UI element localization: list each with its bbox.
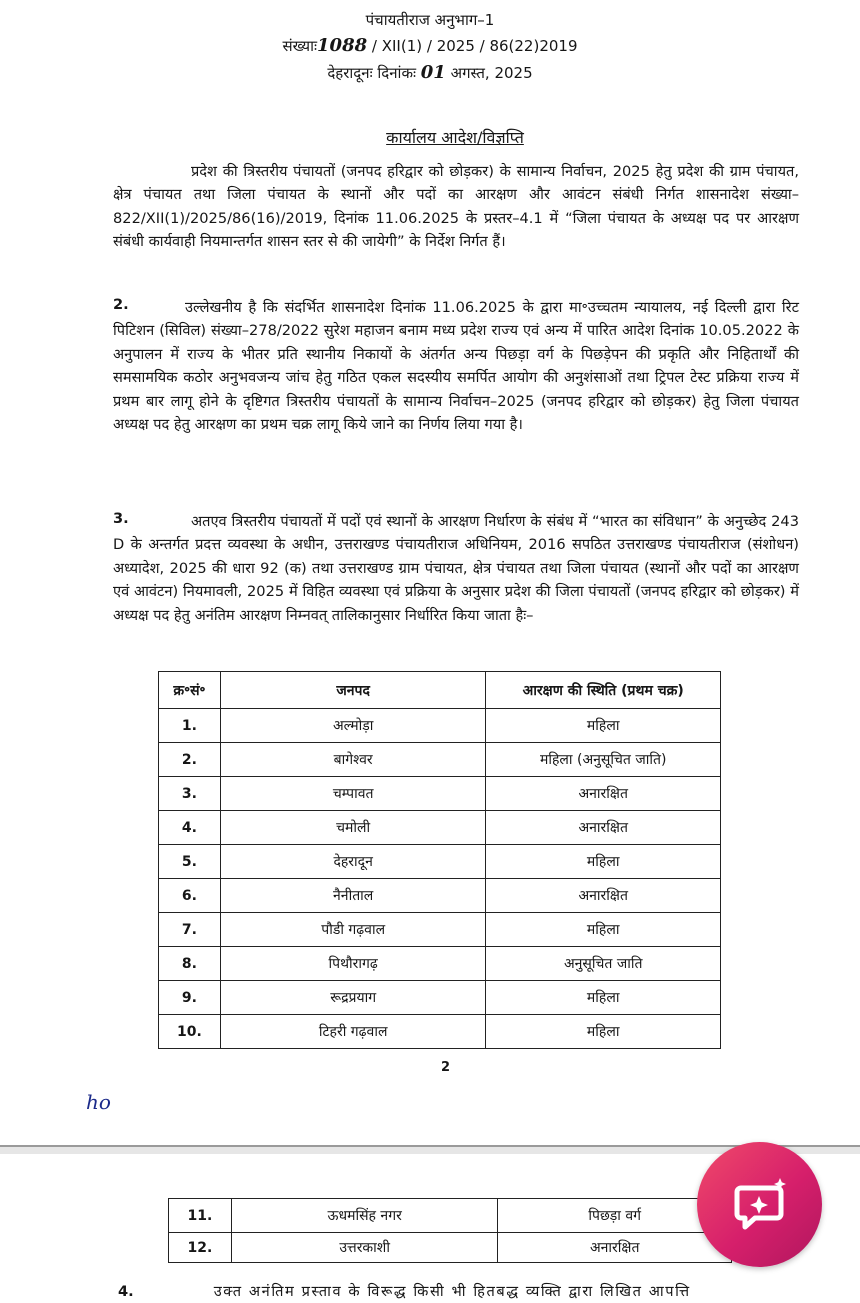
district-cell: नैनीताल <box>220 879 485 913</box>
reservation-cell: महिला (अनुसूचित जाति) <box>486 743 721 777</box>
paragraph-4-text: उक्त अनंतिम प्रस्ताव के विरूद्ध किसी भी हितबद्ध व्यक्ति द्वारा लिखित आपत्ति <box>213 1283 691 1300</box>
serial-cell: 6. <box>159 879 221 913</box>
district-cell: उत्तरकाशी <box>231 1233 498 1263</box>
district-cell: ऊधमसिंह नगर <box>231 1199 498 1233</box>
reservation-table <box>158 671 721 1049</box>
column-header-serial: क्र॰सं॰ <box>159 672 221 709</box>
serial-cell: 10. <box>159 1015 221 1049</box>
table-header-row <box>159 672 721 709</box>
serial-cell: 3. <box>159 777 221 811</box>
reservation-cell: महिला <box>486 845 721 879</box>
table-row <box>159 743 721 777</box>
district-cell: देहरादून <box>220 845 485 879</box>
district-cell: पिथौरागढ़ <box>220 947 485 981</box>
serial-cell: 12. <box>169 1233 232 1263</box>
order-title: कार्यालय आदेश/विज्ञप्ति <box>386 128 524 147</box>
serial-cell: 2. <box>159 743 221 777</box>
handwritten-date: 01 <box>420 62 446 83</box>
handwritten-initial: ho <box>86 1090 111 1114</box>
page-number: 2 <box>441 1060 451 1075</box>
district-cell: टिहरी गढ़वाल <box>220 1015 485 1049</box>
district-cell: चमोली <box>220 811 485 845</box>
reservation-cell: महिला <box>486 913 721 947</box>
column-header-reservation: आरक्षण की स्थिति (प्रथम चक्र) <box>486 672 721 709</box>
paragraph-1: प्रदेश की त्रिस्तरीय पंचायतों (जनपद हरिद्वार को छोड़कर) के सामान्य निर्वाचन, 2025 हेतु प्रदेश की ग्राम पंचायत, क्षेत्र पंचायत तथा जिला पंचायत के स्थानों और पदों का आरक्षण और आवंटन संबंधी निर्गत शासनादेश संख्या–822/XII(1)/2025/86(16)/2019, दिनांक 11.06.2025 के प्रस्तर–4.1 में “जिला पंचायत के अध्यक्ष पद पर आरक्षण संबंधी कार्यवाही नियमान्तर्गत शासन स्तर से की जायेगी” के निर्देश निर्गत हैं। <box>113 163 799 251</box>
serial-cell: 8. <box>159 947 221 981</box>
table-row <box>159 709 721 743</box>
paragraph-2-number: 2. <box>113 296 129 313</box>
reservation-cell: अनारक्षित <box>486 777 721 811</box>
chat-sparkle-button[interactable] <box>697 1142 822 1267</box>
district-cell: चम्पावत <box>220 777 485 811</box>
department-heading: पंचायतीराज अनुभाग–1 <box>365 11 495 29</box>
serial-cell: 9. <box>159 981 221 1015</box>
district-cell: पौडी गढ़वाल <box>220 913 485 947</box>
district-cell: अल्मोड़ा <box>220 709 485 743</box>
reservation-cell: अनारक्षित <box>498 1233 732 1263</box>
serial-cell: 5. <box>159 845 221 879</box>
order-number-line: संख्याः1088 / XII(1) / 2025 / 86(22)2019 <box>282 35 578 56</box>
district-cell: बागेश्वर <box>220 743 485 777</box>
table-row <box>159 879 721 913</box>
table-row <box>159 1015 721 1049</box>
table-row <box>169 1233 732 1263</box>
table-row <box>159 845 721 879</box>
reservation-cell: अनुसूचित जाति <box>486 947 721 981</box>
serial-cell: 7. <box>159 913 221 947</box>
paragraph-3: अतएव त्रिस्तरीय पंचायतों में पदों एवं स्थानों के आरक्षण निर्धारण के संबंध में “भारत का संविधान” के अनुच्छेद 243 D के अन्तर्गत प्रदत्त व्यवस्था के अधीन, उत्तराखण्ड पंचायतीराज अधिनियम, 2016 सपठित उत्तराखण्ड पंचायतीराज (संशोधन) अध्यादेश, 2025 की धारा 92 (क) तथा उत्तराखण्ड ग्राम पंचायत, क्षेत्र पंचायत तथा जिला पंचायत (स्थानों और पदों का आरक्षण एवं आवंटन) नियमावली, 2025 में विहित व्यवस्था एवं प्रक्रिया के अनुसार प्रदेश की जिला पंचायतों (जनपद हरिद्वार को छोड़कर) में अध्यक्ष पद हेतु अनंतिम आरक्षण निम्नवत् तालिकानुसार निर्धारित किया जाता हैः– <box>113 513 799 624</box>
reservation-cell: पिछड़ा वर्ग <box>498 1199 732 1233</box>
paragraph-2: उल्लेखनीय है कि संदर्भित शासनादेश दिनांक 11.06.2025 के द्वारा मा॰उच्चतम न्यायालय, नई दिल्ली द्वारा रिट पिटिशन (सिविल) संख्या–278/2022 सुरेश महाजन बनाम मध्य प्रदेश राज्य एवं अन्य में पारित आदेश दिनांक 10.05.2022 के अनुपालन में राज्य के भीतर प्रति स्थानीय निकायों के अंतर्गत अन्य पिछड़ा वर्ग के पिछड़ेपन की प्रकृति और निहितार्थों की समसामयिक कठोर अनुभवजन्य जांच हेतु गठित एकल सदस्यीय समर्पित आयोग की अनुशंसाओं तथा ट्रिपल टेस्ट प्रक्रिया राज्य में प्रथम बार लागू होने के दृष्टिगत त्रिस्तरीय पंचायतों के सामान्य निर्वाचन–2025 (जनपद हरिद्वार को छोड़कर) हेतु जिला पंचायत अध्यक्ष पद हेतु आरक्षण का प्रथम चक्र लागू किये जाने का निर्णय लिया गया है। <box>113 299 799 434</box>
reservation-cell: अनारक्षित <box>486 811 721 845</box>
chat-sparkle-icon <box>697 1142 822 1267</box>
district-cell: रूद्रप्रयाग <box>220 981 485 1015</box>
table-row <box>159 777 721 811</box>
reservation-cell: महिला <box>486 981 721 1015</box>
reservation-cell: महिला <box>486 1015 721 1049</box>
place-date-line: देहरादूनः दिनांकः 01 अगस्त, 2025 <box>327 62 533 83</box>
paragraph-4-number: 4. <box>118 1283 134 1300</box>
serial-cell: 11. <box>169 1199 232 1233</box>
paragraph-4 <box>118 1281 691 1301</box>
column-header-district: जनपद <box>220 672 485 709</box>
reservation-table-continued <box>168 1198 732 1263</box>
paragraph-3-number: 3. <box>113 510 129 527</box>
table-row <box>169 1199 732 1233</box>
table-row <box>159 947 721 981</box>
table-row <box>159 811 721 845</box>
serial-cell: 4. <box>159 811 221 845</box>
reservation-cell: महिला <box>486 709 721 743</box>
serial-cell: 1. <box>159 709 221 743</box>
handwritten-order-number: 1088 <box>317 35 368 56</box>
table-row <box>159 981 721 1015</box>
reservation-cell: अनारक्षित <box>486 879 721 913</box>
table-row <box>159 913 721 947</box>
